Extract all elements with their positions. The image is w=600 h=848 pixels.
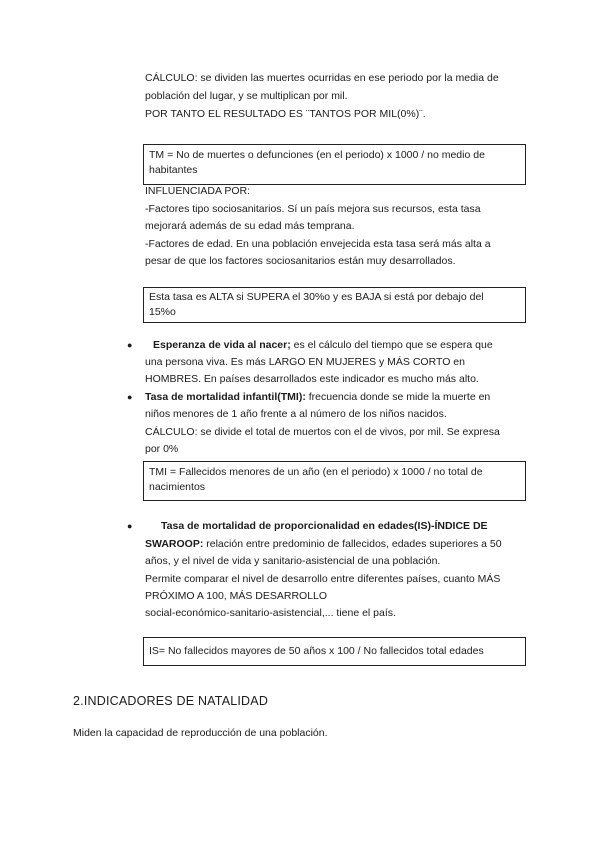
- tmi-title: Tasa de mortalidad infantil(TMI):: [145, 391, 306, 403]
- section-text: Miden la capacidad de reproducción de una población.: [73, 727, 328, 739]
- tmi-formula-box: [143, 461, 526, 501]
- alta-baja-line-1: Esta tasa es ALTA si SUPERA el 30%o y es BAJA si está por debajo del: [149, 291, 484, 303]
- is-title-1: Tasa de mortalidad de proporcionalidad en edades(IS)-ÍNDICE DE: [161, 520, 488, 532]
- influencia-line-3: -Factores de edad. En una población envejecida esta tasa será más alta a: [145, 238, 491, 250]
- tm-formula-line-1: TM = No de muertes o defunciones (en el periodo) x 1000 / no medio de: [149, 149, 485, 161]
- tmi-formula-line-2: nacimientos: [149, 481, 206, 493]
- influencia-line-2: mejorará además de su edad más temprana.: [145, 220, 355, 232]
- tmi-line-2: niños menores de 1 año frente a al número de los niños nacidos.: [145, 408, 447, 420]
- is-line-5: PRÓXIMO A 100, MÁS DESARROLLO: [145, 590, 328, 602]
- alta-baja-box: [143, 287, 526, 323]
- is-line-4: Permite comparar el nivel de desarrollo entre diferentes países, cuanto MÁS: [145, 573, 501, 585]
- influencia-line-1: -Factores tipo sociosanitarios. Sí un país mejora sus recursos, esta tasa: [145, 203, 481, 215]
- influencia-title: INFLUENCIADA POR:: [145, 185, 251, 197]
- is-line-6: social-económico-sanitario-asistencial,... tiene el país.: [145, 607, 396, 619]
- esperanza-line-2: una persona viva. Es más LARGO EN MUJERES y MÁS CORTO en: [145, 356, 465, 368]
- tmi-text-1: frecuencia donde se mide la muerte en: [305, 391, 491, 403]
- is-line-3: años, y el nivel de vida y sanitario-asistencial de una población.: [145, 555, 441, 567]
- calculo-line-2: población del lugar, y se multiplican por mil.: [145, 90, 348, 102]
- esperanza-text-1: es el cálculo del tiempo que se espera que: [290, 339, 493, 351]
- tmi-line-1: [145, 389, 525, 407]
- tmi-formula-line-1: TMI = Fallecidos menores de un año (en el periodo) x 1000 / no total de: [149, 466, 483, 478]
- esperanza-title: Esperanza de vida al nacer;: [153, 339, 291, 351]
- is-formula-box: [143, 637, 526, 666]
- esperanza-line-3: HOMBRES. En países desarrollados este indicador es mucho más alto.: [145, 373, 479, 385]
- section-heading: 2.INDICADORES DE NATALIDAD: [73, 694, 269, 708]
- is-line-1: [161, 518, 541, 536]
- calculo-line-1: CÁLCULO: se dividen las muertes ocurridas en ese periodo por la media de: [145, 72, 499, 84]
- esperanza-line-1: [153, 337, 533, 355]
- tmi-line-3: CÁLCULO: se divide el total de muertos con el de vivos, por mil. Se expresa: [145, 426, 500, 438]
- bullet-marker: ●: [127, 521, 133, 531]
- is-text-1: relación entre predominio de fallecidos, edades superiores a 50: [203, 538, 502, 550]
- bullet-marker: ●: [127, 392, 133, 402]
- calculo-line-3: POR TANTO EL RESULTADO ES ¨TANTOS POR MIL(0%)¨.: [145, 108, 426, 120]
- bullet-marker: ●: [127, 340, 133, 350]
- tmi-line-4: por 0%: [145, 443, 179, 455]
- tm-formula-box: [143, 144, 526, 185]
- is-line-2: [145, 536, 525, 554]
- is-title-2: SWAROOP:: [145, 538, 204, 550]
- is-formula-line-1: IS= No fallecidos mayores de 50 años x 100 / No fallecidos total edades: [149, 645, 484, 657]
- influencia-line-4: pesar de que los factores sociosanitarios están muy desarrollados.: [145, 255, 456, 267]
- tm-formula-line-2: habitantes: [149, 164, 198, 176]
- alta-baja-line-2: 15%o: [149, 306, 176, 318]
